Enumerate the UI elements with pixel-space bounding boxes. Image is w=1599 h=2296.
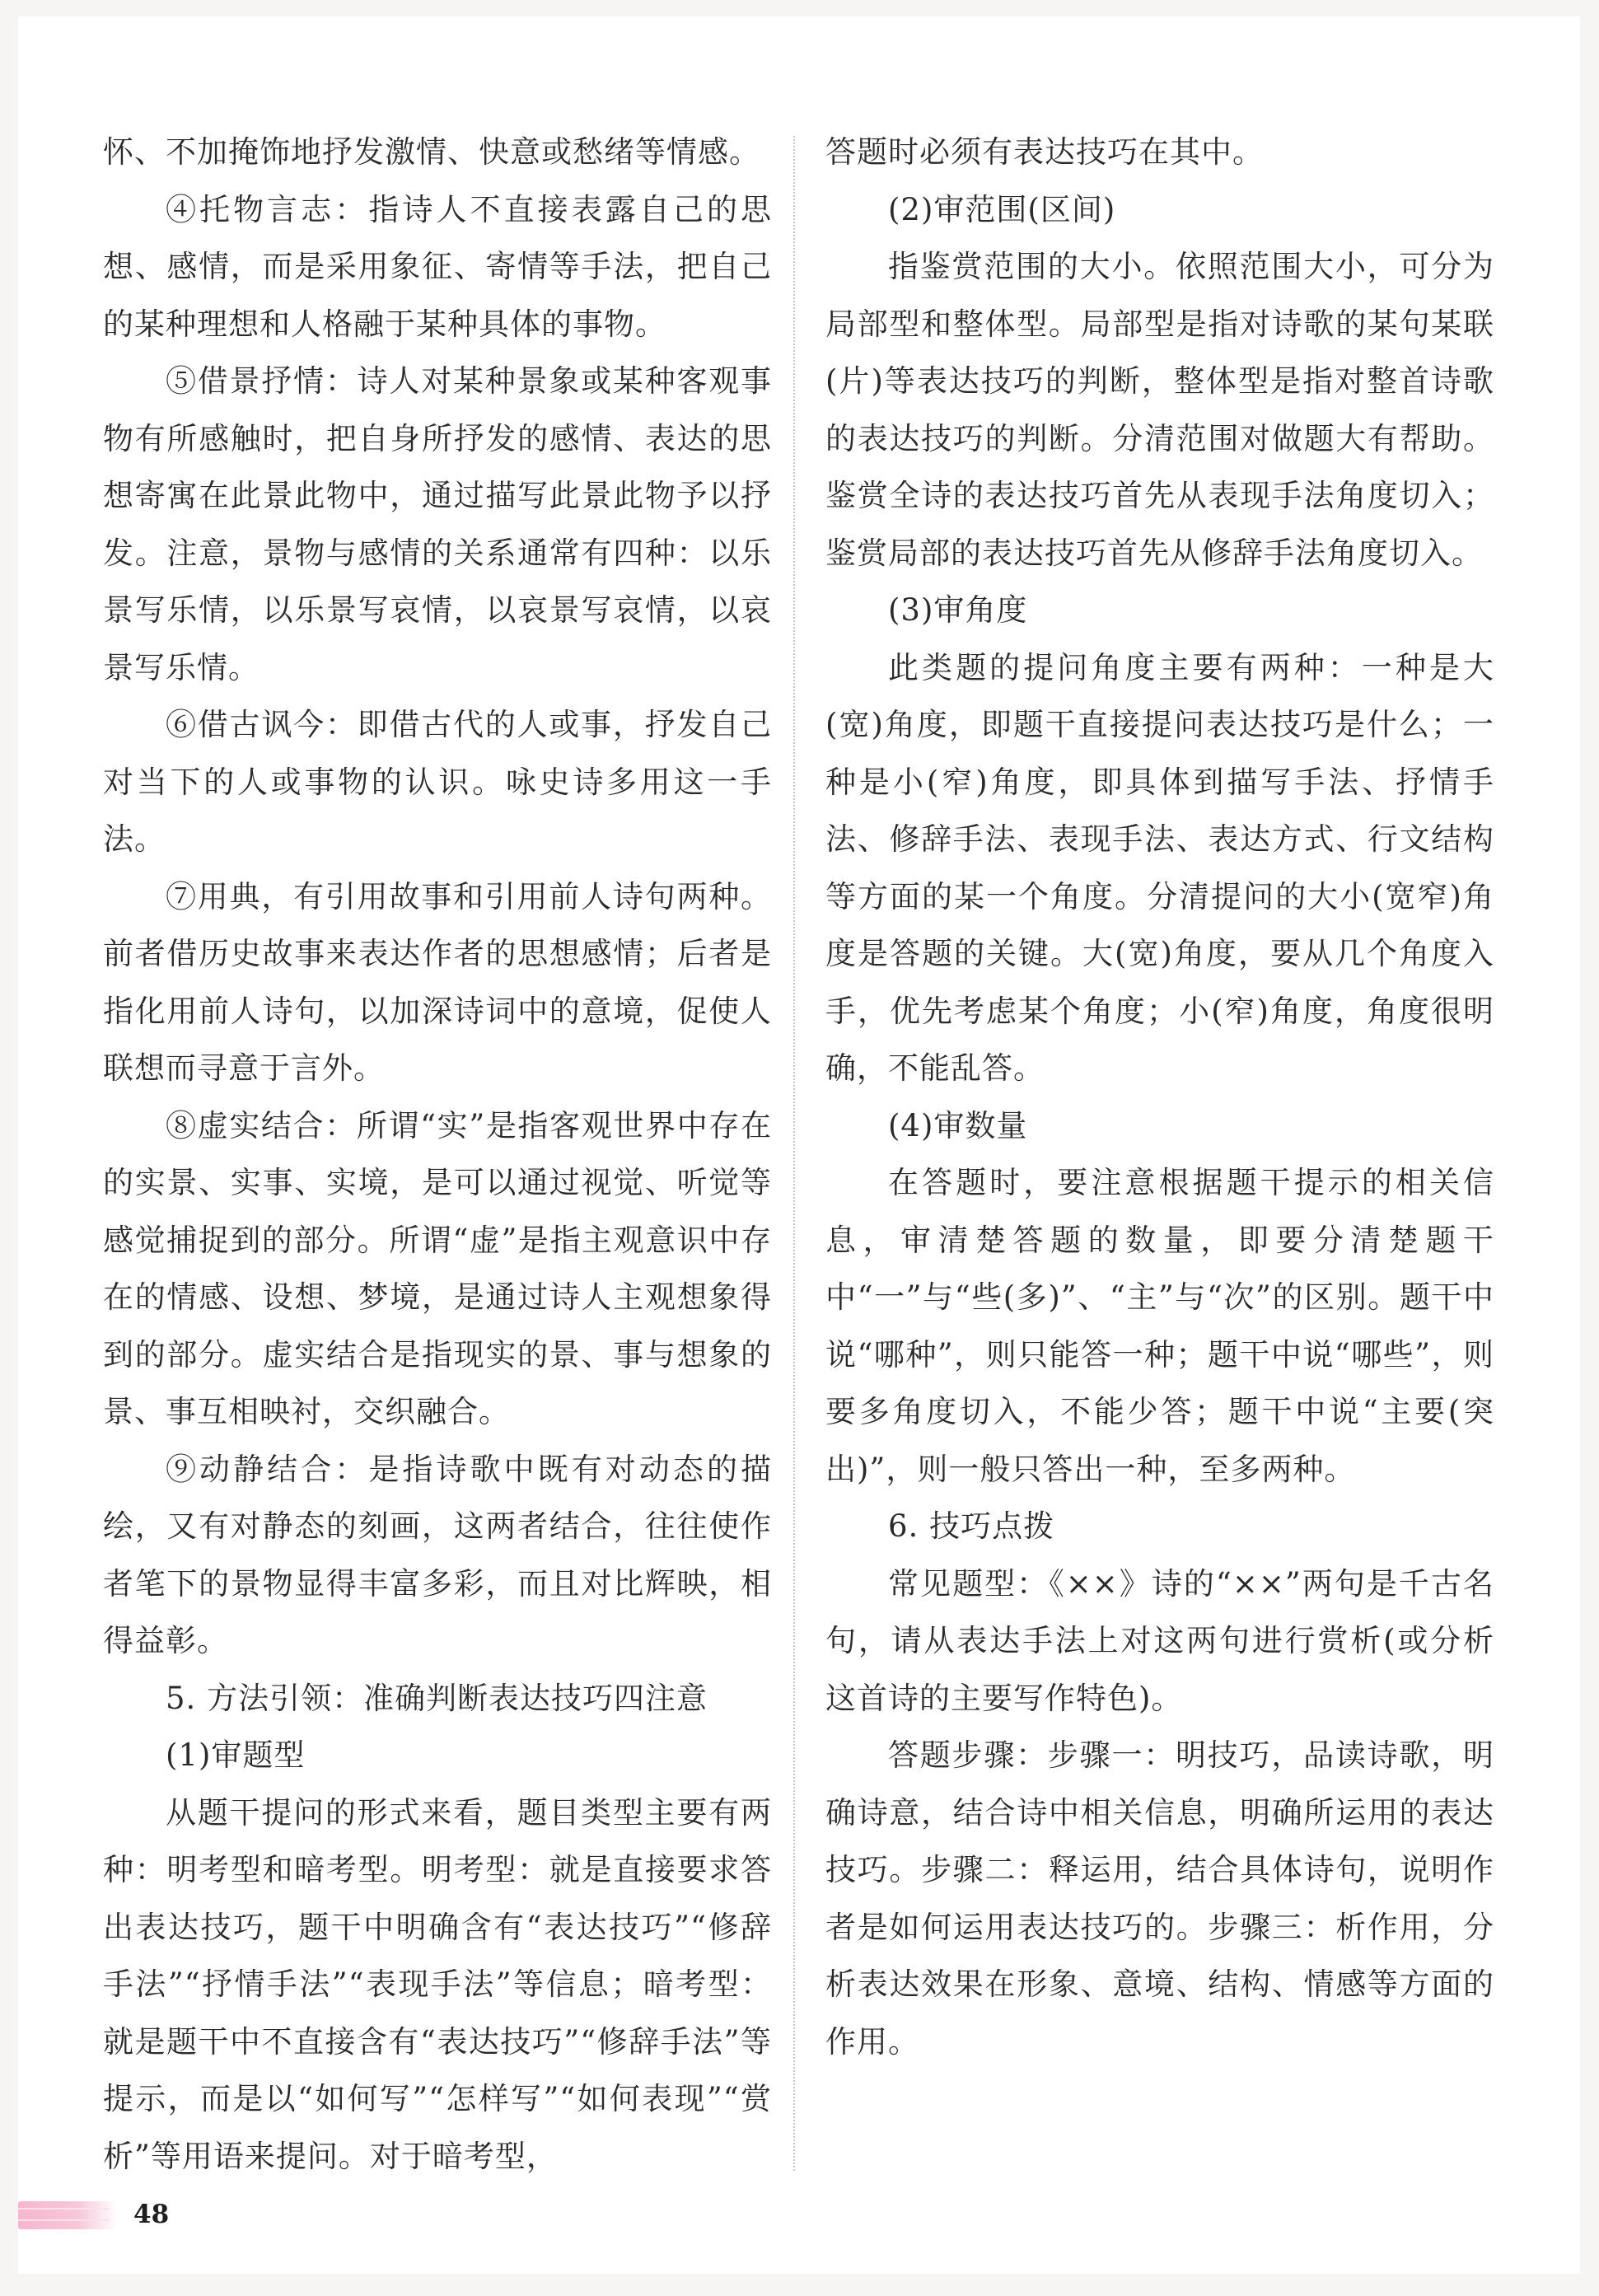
paragraph: 在答题时，要注意根据题干提示的相关信息，审清楚答题的数量，即要分清楚题干中“一”与“些(多)”、“主”与“次”的区别。题干中说“哪种”，则只能答一种；题干中说“哪些”，则要多角度切入，不能少答；题干中说“主要(突出)”，则一般只答出一种，至多两种。 xyxy=(825,1165,1494,1487)
footer-decoration xyxy=(18,2201,117,2229)
page-number: 48 xyxy=(133,2200,170,2229)
paragraph: 怀、不加掩饰地抒发激情、快意或愁绪等情感。 xyxy=(103,134,760,170)
paragraph: 此类题的提问角度主要有两种：一种是大(宽)角度，即题干直接提问表达技巧是什么；一种是小(窄)角度，即具体到描写手法、抒情手法、修辞手法、表现手法、表达方式、行文结构等方面的某一个角度。分清提问的大小(宽窄)角度是答题的关键。大(宽)角度，要从几个角度入手，优先考虑某个角度；小(窄)角度，角度很明确，不能乱答。 xyxy=(825,649,1494,1086)
subsection-heading: (3)审角度 xyxy=(888,592,1028,628)
paragraph: ⑧虚实结合：所谓“实”是指客观世界中存在的实景、实事、实境，是可以通过视觉、听觉等感觉捕捉到的部分。所谓“虚”是指主观意识中存在的情感、设想、梦境，是通过诗人主观想象得到的部分。虚实结合是指现实的景、事与想象的景、事互相映衬，交织融合。 xyxy=(103,1107,772,1429)
paragraph: 答题时必须有表达技巧在其中。 xyxy=(825,134,1264,170)
paragraph: ⑦用典，有引用故事和引用前人诗句两种。前者借历史故事来表达作者的思想感情；后者是指化用前人诗句，以加深诗词中的意境，促使人联想而寻意于言外。 xyxy=(103,878,772,1086)
paragraph: ⑤借景抒情：诗人对某种景象或某种客观事物有所感触时，把自身所抒发的感情、表达的思想寄寓在此景此物中，通过描写此景此物予以抒发。注意，景物与感情的关系通常有四种：以乐景写乐情，以乐景写哀情，以哀景写哀情，以哀景写乐情。 xyxy=(103,363,772,685)
left-column xyxy=(103,124,772,2185)
subsection-heading: (4)审数量 xyxy=(888,1107,1028,1143)
paragraph: 常见题型：《××》诗的“××”两句是千古名句，请从表达手法上对这两句进行赏析(或分析这首诗的主要写作特色)。 xyxy=(825,1565,1494,1716)
subsection-heading: (2)审范围(区间) xyxy=(888,191,1116,227)
paragraph: 从题干提问的形式来看，题目类型主要有两种：明考型和暗考型。明考型：就是直接要求答出表达技巧，题干中明确含有“表达技巧”“修辞手法”“抒情手法”“表现手法”等信息；暗考型：就是题干中不直接含有“表达技巧”“修辞手法”等提示，而是以“如何写”“怎样写”“如何表现”“赏析”等用语来提问。对于暗考型， xyxy=(103,1794,772,2174)
paragraph: ⑨动静结合：是指诗歌中既有对动态的描绘，又有对静态的刻画，这两者结合，往往使作者笔下的景物显得丰富多彩，而且对比辉映，相得益彰。 xyxy=(103,1451,772,1658)
column-divider xyxy=(793,136,795,2171)
section-heading: 6. 技巧点拨 xyxy=(888,1508,1055,1544)
subsection-heading: (1)审题型 xyxy=(166,1737,306,1773)
paragraph: ⑥借古讽今：即借古代的人或事，抒发自己对当下的人或事物的认识。咏史诗多用这一手法。 xyxy=(103,707,772,857)
paragraph: ④托物言志：指诗人不直接表露自己的思想、感情，而是采用象征、寄情等手法，把自己的某种理想和人格融于某种具体的事物。 xyxy=(103,191,772,342)
section-heading: 5. 方法引领：准确判断表达技巧四注意 xyxy=(166,1680,708,1716)
paragraph: 指鉴赏范围的大小。依照范围大小，可分为局部型和整体型。局部型是指对诗歌的某句某联(片)等表达技巧的判断，整体型是指对整首诗歌的表达技巧的判断。分清范围对做题大有帮助。鉴赏全诗的表达技巧首先从表现手法角度切入；鉴赏局部的表达技巧首先从修辞手法角度切入。 xyxy=(825,249,1494,571)
paragraph: 答题步骤：步骤一：明技巧，品读诗歌，明确诗意，结合诗中相关信息，明确所运用的表达技巧。步骤二：释运用，结合具体诗句，说明作者是如何运用表达技巧的。步骤三：析作用，分析表达效果在形象、意境、结构、情感等方面的作用。 xyxy=(825,1737,1494,2060)
right-column xyxy=(825,124,1494,2070)
